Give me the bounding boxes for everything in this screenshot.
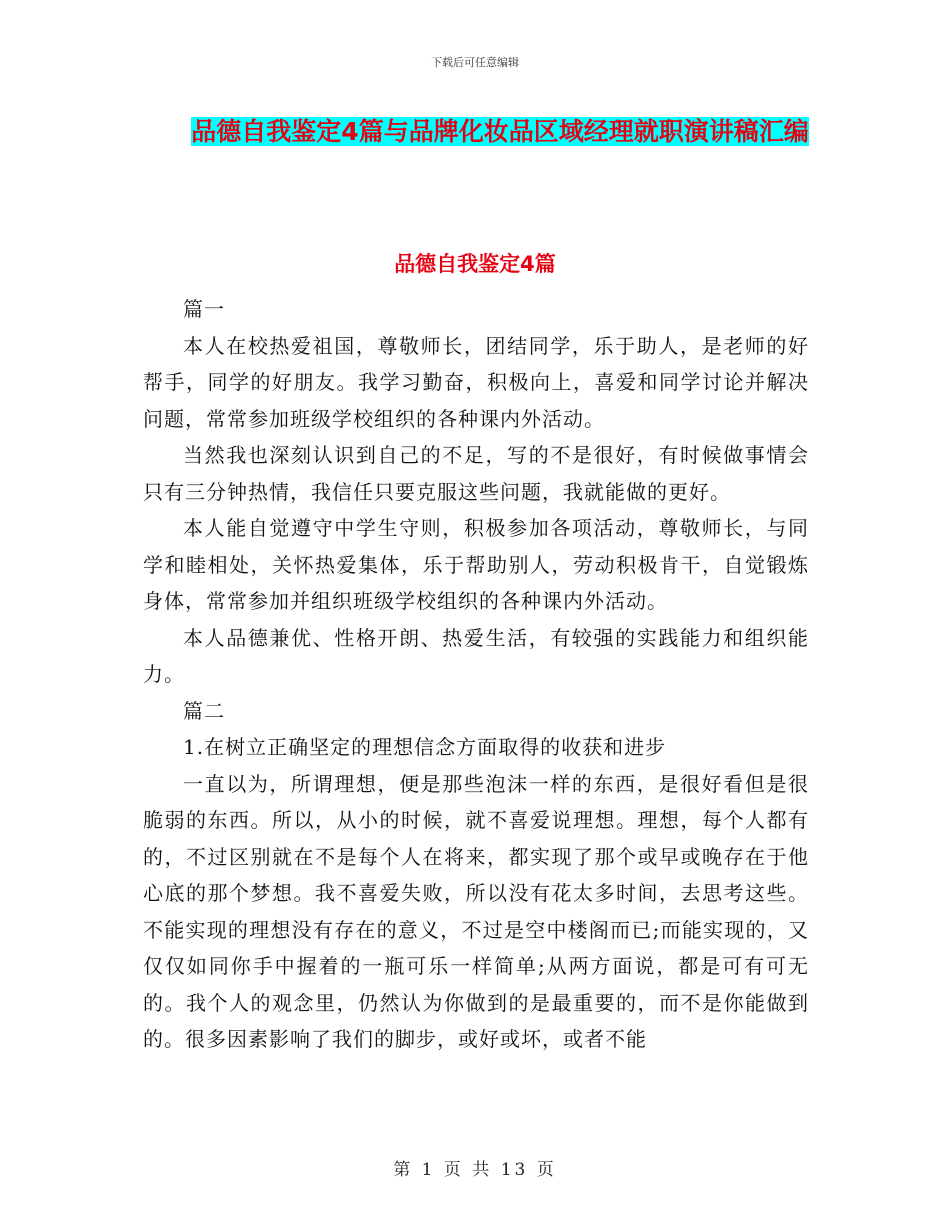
paragraph: 1.在树立正确坚定的理想信念方面取得的收获和进步 bbox=[183, 735, 667, 759]
paragraph: 篇二 bbox=[183, 698, 225, 723]
paragraph: 本人能自觉遵守中学生守则，积极参加各项活动，尊敬师长，与同学和睦相处，关怀热爱集体，乐于帮助别人，劳动积极肯干，自觉锻炼身体，常常参加并组织班级学校组织的各种课内外活动。 bbox=[143, 516, 809, 613]
section-title: 品德自我鉴定4篇 bbox=[394, 252, 556, 276]
paragraph: 本人品德兼优、性格开朗、热爱生活，有较强的实践能力和组织能力。 bbox=[143, 625, 809, 686]
page-footer: 第 1 页 共 13 页 bbox=[393, 1160, 557, 1180]
paragraph: 本人在校热爱祖国，尊敬师长，团结同学，乐于助人，是老师的好帮手，同学的好朋友。我学习勤奋，积极向上，喜爱和同学讨论并解决问题，常常参加班级学校组织的各种课内外活动。 bbox=[143, 333, 809, 431]
document-body bbox=[143, 291, 809, 1058]
paragraph: 篇一 bbox=[183, 297, 225, 321]
document-title-text: 品德自我鉴定4篇与品牌化妆品区域经理就职演讲稿汇编 bbox=[191, 117, 809, 146]
document-title bbox=[140, 108, 860, 156]
paragraph: 一直以为，所谓理想，便是那些泡沫一样的东西，是很好看但是很脆弱的东西。所以，从小的时候，就不喜爱说理想。理想，每个人都有的，不过区别就在不是每个人在将来，都实现了那个或早或晚存在于他心底的那个梦想。我不喜爱失败，所以没有花太多时间，去思考这些。不能实现的理想没有存在的意义，不过是空中楼阁而已;而能实现的，又仅仅如同你手中握着的一瓶可乐一样简单;从两方面说，都是可有可无的。我个人的观念里，仍然认为你做到的是最重要的，而不是你能做到的。很多因素影响了我们的脚步，或好或坏，或者不能 bbox=[143, 771, 809, 1051]
paragraph: 当然我也深刻认识到自己的不足，写的不是很好，有时候做事情会只有三分钟热情，我信任只要克服这些问题，我就能做的更好。 bbox=[143, 443, 809, 504]
page-header-note: 下载后可任意编辑 bbox=[431, 56, 519, 69]
